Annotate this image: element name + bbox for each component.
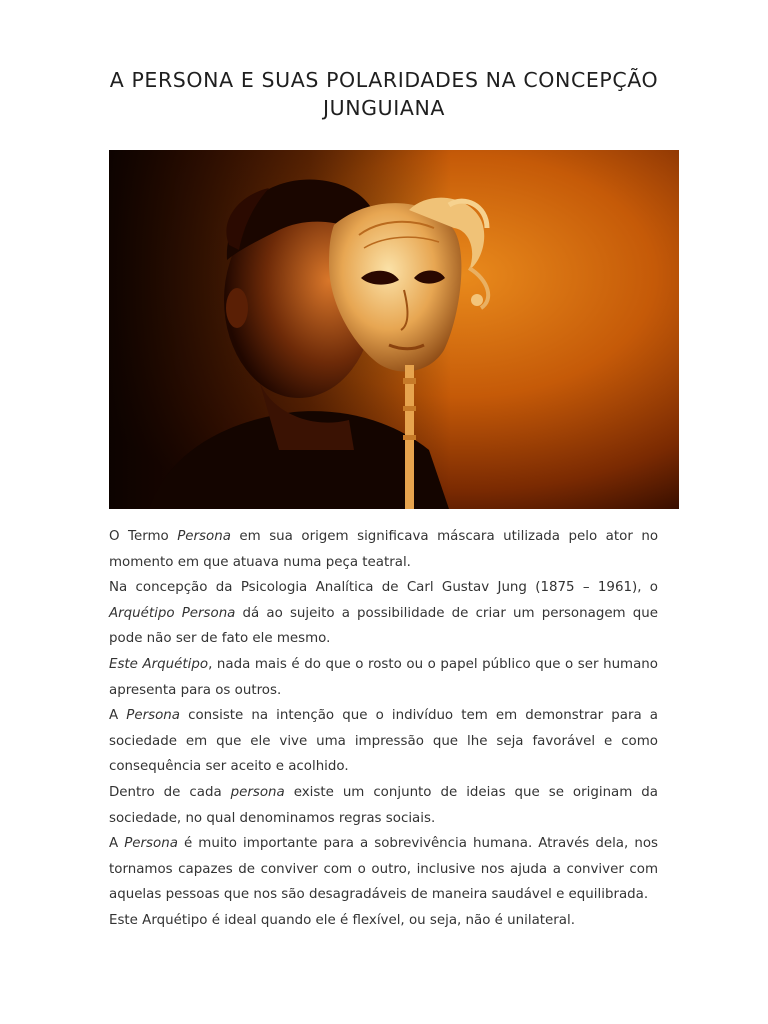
paragraph-text: Este Arquétipo é ideal quando ele é flexível, ou seja, não é unilateral. [109, 912, 575, 928]
body-paragraph [109, 908, 658, 934]
emphasized-text: Persona [177, 529, 231, 544]
paragraph-text: Na concepção da Psicologia Analítica de Carl Gustav Jung (1875 – 1961), o [109, 580, 658, 596]
paragraph-text: dá ao sujeito a possibilidade de criar um personagem que pode não ser de fato ele mesmo. [109, 605, 658, 647]
paragraph-text: é muito importante para a sobrevivência humana. Através dela, nos tornamos capazes de conviver com o outro, inclusive nos ajuda a conviver com aquelas pessoas que nos são desagradáveis de maneira saudável e equilibrada. [109, 836, 658, 903]
body-paragraph [109, 575, 658, 652]
emphasized-text: Persona [124, 836, 178, 852]
emphasized-text: persona [230, 784, 285, 800]
emphasized-text: Arquétipo Persona [109, 605, 236, 621]
paragraph-text: em sua origem significava máscara utilizada pelo ator no momento em que atuava numa peça teatral. [109, 529, 659, 570]
body-paragraph [109, 524, 658, 575]
emphasized-text: Este Arquétipo [109, 656, 209, 672]
body-paragraph [109, 780, 658, 831]
persona-mask-photo [109, 150, 679, 509]
body-paragraph [109, 652, 658, 703]
paragraph-text: Dentro de cada [109, 784, 231, 800]
paragraph-text: , nada mais é do que o rosto ou o papel público que o ser humano apresenta para os outros. [109, 656, 658, 698]
body-paragraph [109, 703, 658, 780]
paragraph-text: A [109, 836, 125, 852]
body-paragraph [109, 831, 658, 908]
paragraph-text: existe um conjunto de ideias que se originam da sociedade, no qual denominamos regras sociais. [109, 784, 658, 826]
paragraph-text: O Termo [109, 529, 178, 544]
document-body [109, 524, 658, 934]
paragraph-text: A [109, 708, 127, 724]
emphasized-text: Persona [126, 708, 180, 724]
paragraph-text: consiste na intenção que o indivíduo tem em demonstrar para a sociedade em que ele vive uma impressão que lhe seja favorável e como consequência ser aceito e acolhido. [109, 708, 658, 775]
document-title: A PERSONA E SUAS POLARIDADES NA CONCEPÇÃO JUNGUIANA [109, 68, 659, 120]
